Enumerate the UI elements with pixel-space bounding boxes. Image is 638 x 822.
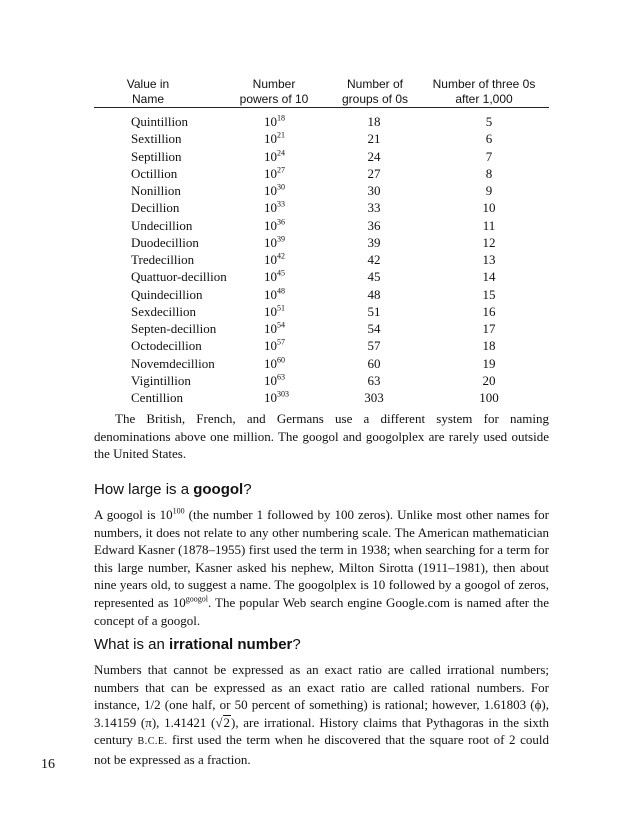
cell-power: $10^{33}$ xyxy=(264,199,285,216)
table-row xyxy=(94,251,549,268)
table-row xyxy=(94,355,549,372)
page-number: 16 xyxy=(41,757,55,772)
cell-groups: 303 xyxy=(364,390,384,405)
cell-power: $10^{21}$ xyxy=(264,130,285,147)
table-row xyxy=(94,320,549,337)
cell-name: Septillion xyxy=(131,148,182,164)
cell-three-zeros: 19 xyxy=(482,355,496,371)
cell-three-zeros: 12 xyxy=(482,234,496,250)
cell-power: $10^{63}$ xyxy=(264,372,285,388)
cell-power: $10^{303}$ xyxy=(264,389,289,405)
cell-groups: 45 xyxy=(367,269,381,285)
cell-name: Sexdecillion xyxy=(131,303,196,319)
cell-three-zeros: 20 xyxy=(482,372,496,388)
cell-groups: 57 xyxy=(367,338,381,354)
cell-power: $10^{48}$ xyxy=(264,286,285,302)
cell-power: $10^{60}$ xyxy=(264,355,285,371)
cell-name: Quintillion xyxy=(131,114,189,129)
cell-three-zeros: 8 xyxy=(485,165,493,181)
table-row xyxy=(94,268,549,285)
cell-power: $10^{57}$ xyxy=(264,337,285,354)
cell-name: Sextillion xyxy=(131,131,182,147)
cell-power: $10^{39}$ xyxy=(264,234,285,250)
intro-paragraph: The British, French, and Germans use a different system for naming denominations above one million. The googol and googolplex are rarely used outside the United States. xyxy=(94,411,549,462)
cell-name: Undecillion xyxy=(131,217,193,233)
cell-power: $10^{54}$ xyxy=(264,320,285,336)
cell-name: Centillion xyxy=(131,390,183,405)
table-row xyxy=(94,148,549,165)
cell-groups: 51 xyxy=(367,303,381,319)
cell-power: $10^{27}$ xyxy=(264,165,285,181)
cell-name: Vigintillion xyxy=(131,372,191,388)
cell-groups: 36 xyxy=(367,217,381,233)
table-row xyxy=(94,165,549,182)
cell-groups: 60 xyxy=(367,355,381,371)
table-row xyxy=(94,303,549,320)
table-row xyxy=(94,217,549,234)
cell-groups: 21 xyxy=(367,131,381,147)
cell-three-zeros: 16 xyxy=(482,303,496,319)
table-row xyxy=(94,182,549,199)
cell-power: $10^{36}$ xyxy=(264,217,285,233)
header-number-three-zeros: Number of three 0s after 1,000 xyxy=(432,77,536,106)
cell-name: Nonillion xyxy=(131,183,181,198)
cell-groups: 48 xyxy=(367,286,381,302)
cell-power: $10^{45}$ xyxy=(264,268,285,285)
cell-three-zeros: 7 xyxy=(485,148,493,164)
cell-power: $10^{42}$ xyxy=(264,251,285,267)
cell-three-zeros: 6 xyxy=(485,131,493,147)
table-row xyxy=(94,234,549,251)
cell-power: $10^{30}$ xyxy=(264,182,285,198)
cell-name: Octillion xyxy=(131,165,178,181)
header-number-powers: Number powers of 10 xyxy=(239,77,309,106)
cell-three-zeros: 9 xyxy=(485,183,493,198)
cell-name: Novemdecillion xyxy=(131,355,215,371)
cell-three-zeros: 10 xyxy=(482,200,496,216)
cell-name: Septen-decillion xyxy=(131,321,217,336)
cell-three-zeros: 18 xyxy=(482,338,496,354)
cell-groups: 27 xyxy=(367,165,381,181)
cell-three-zeros: 13 xyxy=(482,252,496,267)
cell-power: $10^{24}$ xyxy=(264,148,285,164)
cell-groups: 33 xyxy=(367,200,381,216)
table-row xyxy=(94,337,549,354)
cell-name: Quindecillion xyxy=(131,286,203,302)
irrational-heading: What is an irrational number? xyxy=(94,636,301,653)
table-body xyxy=(94,108,549,406)
table-header xyxy=(94,77,549,108)
cell-name: Quattuor-decillion xyxy=(131,269,227,285)
cell-name: Duodecillion xyxy=(131,234,199,250)
table-row xyxy=(94,372,549,389)
googol-heading: How large is a googol? xyxy=(94,481,252,498)
cell-three-zeros: 17 xyxy=(482,321,496,336)
cell-power: $10^{51}$ xyxy=(264,303,285,319)
cell-name: Tredecillion xyxy=(131,252,195,267)
header-value-in-name: Value in Name xyxy=(126,77,170,106)
table-row xyxy=(94,389,549,406)
cell-groups: 24 xyxy=(367,148,381,164)
cell-power: $10^{18}$ xyxy=(264,113,285,129)
cell-three-zeros: 100 xyxy=(479,390,499,405)
cell-groups: 30 xyxy=(367,183,381,198)
table-row xyxy=(94,286,549,303)
cell-name: Octodecillion xyxy=(131,338,202,354)
header-number-groups: Number of groups of 0s xyxy=(341,77,409,106)
cell-groups: 54 xyxy=(367,321,381,336)
cell-groups: 42 xyxy=(367,252,381,267)
sqrt-radicand: 2 xyxy=(223,714,230,730)
table-row xyxy=(94,130,549,147)
cell-groups: 63 xyxy=(367,372,381,388)
cell-three-zeros: 11 xyxy=(482,217,496,233)
cell-name: Decillion xyxy=(131,200,180,216)
number-names-table xyxy=(94,77,549,406)
table-row xyxy=(94,199,549,216)
cell-three-zeros: 14 xyxy=(482,269,496,285)
cell-three-zeros: 5 xyxy=(485,114,493,129)
googol-paragraph: A googol is $10^{100}$ (the number 1 followed by 100 zeros). Unlike most other names for numbers, it does not relate to any other numbering scale. The American mathematician Edward Kasner (1878–1955) first used the term in 1938; when searching for a term for this large number, Kasner asked his nephew, Milton Sirotta (1911–1981), then about nine years old, to suggest a name. The googolplex is 10 followed by a googol of zeros, represented as $10^{googol}$. The popular Web search engine Google.com is named after the concept of a googol. xyxy=(94,506,549,628)
irrational-paragraph: Numbers that cannot be expressed as an exact ratio are called irrational numbers; numbers that can be expressed as an exact ratio are called rational numbers. For instance, 1/2 (one half, or 50 percent of something) is rational; however, 1.61803 (ϕ), 3.14159 (π), 1.41421 (√2), are irrational. History claims that Pythagoras in the sixth century B.C.E. first used the term when he discovered that the square root of 2 could not be expressed as a fraction. xyxy=(94,662,549,767)
cell-three-zeros: 15 xyxy=(482,286,496,302)
table-row xyxy=(94,113,549,130)
cell-groups: 39 xyxy=(367,234,381,250)
cell-groups: 18 xyxy=(367,114,381,129)
